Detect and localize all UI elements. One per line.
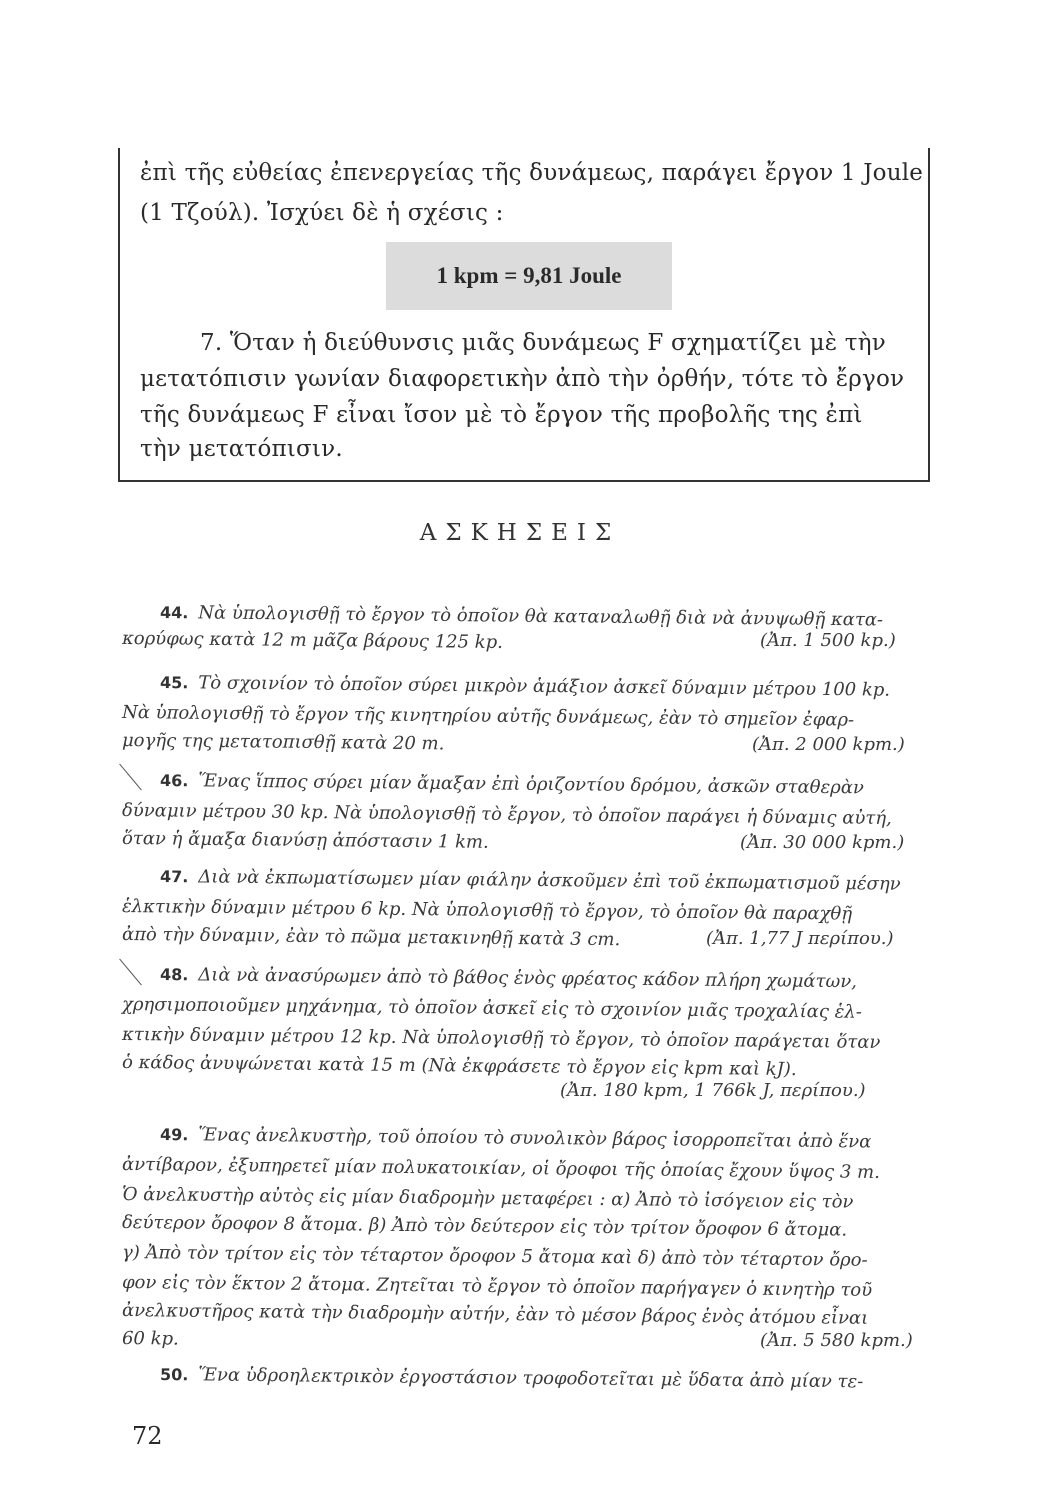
exercise-49-line-1: 49. Ἕνας ἀνελκυστὴρ, τοῦ ὁποίου τὸ συνολικὸν βάρος ἰσορροπεῖται ἀπὸ ἕνα <box>159 1124 872 1153</box>
exercise-46-line-3: ὅταν ἡ ἄμαξα διανύσῃ ἀπόστασιν 1 km. <box>121 828 489 853</box>
box-line-3: 7. Ὅταν ἡ διεύθυνσις μιᾶς δυνάμεως F σχηματίζει μὲ τὴν <box>200 330 886 356</box>
definition-box <box>118 148 930 482</box>
exercise-48-number: 48. <box>159 965 189 985</box>
exercise-49-line-5: γ) Ἀπὸ τὸν τρίτον εἰς τὸν τέταρτον ὄροφον 5 ἄτομα καὶ δ) ἀπὸ τὸν τέταρτον ὄρο- <box>121 1242 868 1271</box>
exercises-heading: ΑΣΚΗΣΕΙΣ <box>419 520 621 546</box>
exercise-45-number: 45. <box>159 673 189 693</box>
margin-pencil-mark-2 <box>119 959 142 986</box>
exercise-49-line-7: ἀνελκυστῆρος κατὰ τὴν διαδρομὴν αὐτήν, ἐὰν τὸ μέσον βάρος ἑνὸς ἀτόμου εἶναι <box>121 1300 869 1329</box>
exercise-48-line-4: ὁ κάδος ἀνυψώνεται κατὰ 15 m (Νὰ ἐκφράσετε τὸ ἔργον εἰς kpm καὶ kJ). <box>121 1052 797 1081</box>
exercise-47-line-2: ἑλκτικὴν δύναμιν μέτρου 6 kp. Νὰ ὑπολογισθῇ τὸ ἔργον, τὸ ὁποῖον θὰ παραχθῇ <box>121 896 853 925</box>
page-number: 72 <box>132 1422 163 1450</box>
exercise-48-answer: (Ἀπ. 180 kpm, 1 766k J, περίπου.) <box>560 1080 866 1101</box>
exercise-47-line-3: ἀπὸ τὴν δύναμιν, ἐὰν τὸ πῶμα μετακινηθῇ κατὰ 3 cm. <box>121 924 621 951</box>
exercise-45-answer: (Ἀπ. 2 000 kpm.) <box>752 734 905 755</box>
exercise-47-number: 47. <box>159 867 189 887</box>
formula-kpm-joule: 1 kpm = 9,81 Joule <box>386 242 672 310</box>
box-line-6: τὴν μετατόπισιν. <box>140 436 343 462</box>
exercise-48-line-1: 48. Διὰ νὰ ἀνασύρωμεν ἀπὸ τὸ βάθος ἑνὸς φρέατος κάδον πλήρη χωμάτων, <box>159 964 858 993</box>
exercise-49-line-4: δεύτερον ὄροφον 8 ἄτομα. β) Ἀπὸ τὸν δεύτερον εἰς τὸν τρίτον ὄροφον 6 ἄτομα. <box>121 1212 848 1241</box>
box-line-5: τῆς δυνάμεως F εἶναι ἴσον μὲ τὸ ἔργον τῆς προβολῆς της ἐπὶ <box>140 402 863 428</box>
exercise-49-line-8: 60 kp. <box>121 1328 179 1350</box>
exercise-50-number: 50. <box>159 1365 189 1385</box>
exercise-44-line-1: 44. Νὰ ὑπολογισθῇ τὸ ἔργον τὸ ὁποῖον θὰ καταναλωθῇ διὰ νὰ ἀνυψωθῇ κατα- <box>159 602 884 631</box>
box-line-2: (1 Τζούλ). Ἰσχύει δὲ ἡ σχέσις : <box>140 200 504 226</box>
exercise-49-number: 49. <box>159 1125 189 1145</box>
exercise-49-answer: (Ἀπ. 5 580 kpm.) <box>760 1330 913 1351</box>
exercise-44-line-2: κορύφως κατὰ 12 m μᾶζα βάρους 125 kp. <box>121 628 504 653</box>
exercise-45-line-2: Νὰ ὑπολογισθῇ τὸ ἔργον τῆς κινητηρίου αὐτῆς δυνάμεως, ἐὰν τὸ σημεῖον ἐφαρ- <box>121 702 855 731</box>
exercise-46-number: 46. <box>159 771 189 791</box>
exercise-48-line-3: κτικὴν δύναμιν μέτρου 12 kp. Νὰ ὑπολογισθῇ τὸ ἔργον, τὸ ὁποῖον παράγεται ὅταν <box>121 1024 881 1053</box>
exercise-46-answer: (Ἀπ. 30 000 kpm.) <box>740 832 905 853</box>
exercise-49-line-2: ἀντίβαρον, ἐξυπηρετεῖ μίαν πολυκατοικίαν, οἱ ὄροφοι τῆς ὁποίας ἔχουν ὕψος 3 m. <box>121 1154 880 1183</box>
box-line-4: μετατόπισιν γωνίαν διαφορετικὴν ἀπὸ τὴν ὀρθήν, τότε τὸ ἔργον <box>140 366 905 392</box>
exercise-46-line-2: δύναμιν μέτρου 30 kp. Νὰ ὑπολογισθῇ τὸ ἔργον, τὸ ὁποῖον παράγει ἡ δύναμις αὐτή, <box>121 800 892 830</box>
exercise-45-line-1: 45. Τὸ σχοινίον τὸ ὁποῖον σύρει μικρὸν ἁμάξιον ἀσκεῖ δύναμιν μέτρου 100 kp. <box>159 672 891 701</box>
box-line-1: ἐπὶ τῆς εὐθείας ἐπενεργείας τῆς δυνάμεως, παράγει ἔργον 1 Joule <box>140 160 924 186</box>
exercise-50-line-1: 50. Ἕνα ὑδροηλεκτρικὸν ἐργοστάσιον τροφοδοτεῖται μὲ ὕδατα ἀπὸ μίαν τε- <box>159 1364 864 1393</box>
exercise-45-line-3: μογῆς της μετατοπισθῇ κατὰ 20 m. <box>121 730 445 755</box>
exercise-47-line-1: 47. Διὰ νὰ ἐκπωματίσωμεν μίαν φιάλην ἀσκοῦμεν ἐπὶ τοῦ ἐκπωματισμοῦ μέσην <box>159 866 901 895</box>
exercise-44-number: 44. <box>159 603 189 623</box>
exercise-46-line-1: 46. Ἕνας ἵππος σύρει μίαν ἄμαξαν ἐπὶ ὁριζοντίου δρόμου, ἀσκῶν σταθερὰν <box>159 770 865 799</box>
exercise-47-answer: (Ἀπ. 1,77 J περίπου.) <box>706 928 894 949</box>
exercise-48-line-2: χρησιμοποιοῦμεν μηχάνημα, τὸ ὁποῖον ἀσκεῖ εἰς τὸ σχοινίον μιᾶς τροχαλίας ἑλ- <box>121 994 862 1023</box>
exercise-49-line-6: φον εἰς τὸν ἕκτον 2 ἄτομα. Ζητεῖται τὸ ἔργον τὸ ὁποῖον παρήγαγεν ὁ κινητὴρ τοῦ <box>121 1272 873 1301</box>
margin-pencil-mark <box>119 764 142 791</box>
exercise-49-line-3: Ὁ ἀνελκυστὴρ αὐτὸς εἰς μίαν διαδρομὴν μεταφέρει : α) Ἀπὸ τὸ ἰσόγειον εἰς τὸν <box>121 1184 854 1213</box>
exercise-44-answer: (Ἀπ. 1 500 kp.) <box>760 630 896 651</box>
